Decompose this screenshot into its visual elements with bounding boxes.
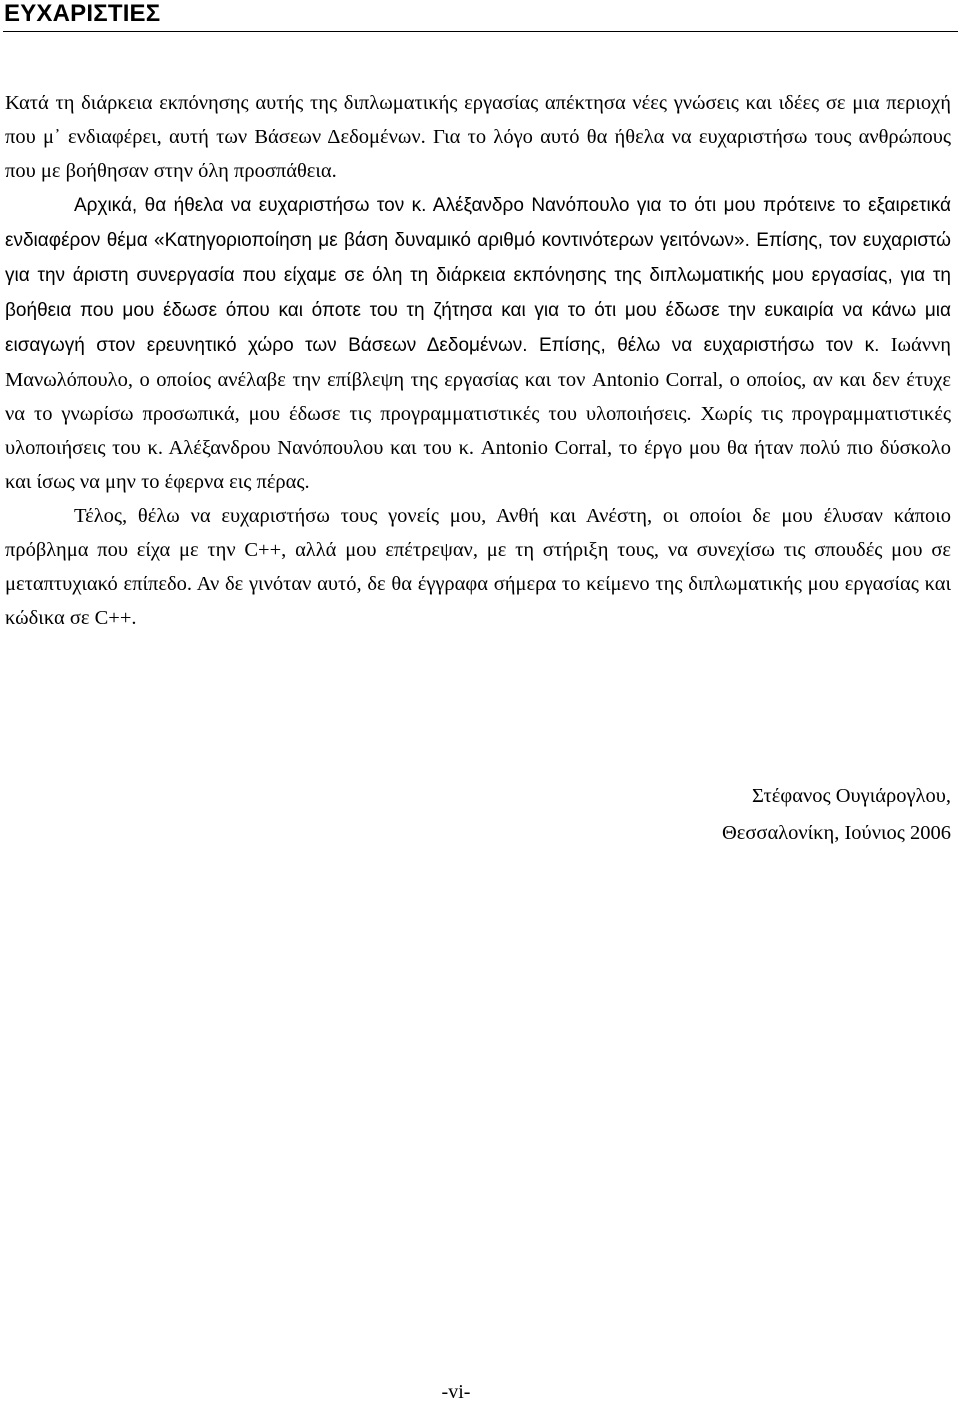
paragraph-intro [5,86,951,499]
paragraph-intro-sans-text: Αρχικά, θα ήθελα να ευχαριστήσω τον κ. Αλέξανδρο Νανόπουλο για το ότι μου πρότεινε το εξαιρετικά ενδιαφέρον θέμα «Κατηγοριοποίηση με βάση δυναμικό αριθμό κοντινότερων γειτόνων». Επίσης, τον ευχαριστώ για την άριστη συνεργασία που είχαμε σε όλη τη διάρκεια εκπόνησης της διπλωματικής μου εργασίας, για τη βοήθεια που μου έδωσε όπου και όποτε του τη ζήτησα και για το ότι μου έδωσε την ευκαιρία να κάνω μια εισαγωγή στον ερευνητικό χώρο των Βάσεων Δεδομένων. Επίσης, θέλω να ευχαριστήσω τον κ. [5,195,951,356]
page-title: ΕΥΧΑΡΙΣΤΙΕΣ [4,0,161,27]
signature-name: Στέφανος Ουγιάρογλου, [751,785,951,807]
paragraph-intro-continuation: Ιωάννη Μανωλόπουλο, ο οποίος ανέλαβε την επίβλεψη της εργασίας και τον Antonio Corral, ο οποίος, αν και δεν έτυχε να το γνωρίσω προσωπικά, μου έδωσε τις προγραμματιστικές του υλοποιήσεις. Χωρίς τις προγραμματιστικές υλοποιήσεις του κ. Αλέξανδρου Νανόπουλου και του κ. Antonio Corral, το έργο μου θα ήταν πολύ πιο δύσκολο και ίσως να μην το έφερνα εις πέρας. [5,334,952,493]
acknowledgements-body [5,86,951,635]
page-number: -vi- [441,1381,471,1403]
paragraph-intro-text: Κατά τη διάρκεια εκπόνησης αυτής της διπλωματικής εργασίας απέκτησα νέες γνώσεις και ιδέες σε μια περιοχή που μ᾽ ενδιαφέρει, αυτή των Βάσεων Δεδομένων. Για το λόγο αυτό θα ήθελα να ευχαριστήσω τους ανθρώπους που με βοήθησαν στην όλη προσπάθεια. [5,92,951,182]
paragraph-family: Τέλος, θέλω να ευχαριστήσω τους γονείς μου, Ανθή και Ανέστη, οι οποίοι δε μου έλυσαν κάποιο πρόβλημα που είχα με την C++, αλλά μου επέτρεψαν, με τη στήριξη τους, να συνεχίσω τις σπουδές μου σε μεταπτυχιακό επίπεδο. Αν δε γινόταν αυτό, δε θα έγγραφα σήμερα το κείμενο της διπλωματικής μου εργασίας και κώδικα σε C++. [5,505,951,629]
signature-place-date: Θεσσαλονίκη, Ιούνιος 2006 [721,822,951,844]
title-underline [3,31,958,32]
signature-block [722,778,951,852]
